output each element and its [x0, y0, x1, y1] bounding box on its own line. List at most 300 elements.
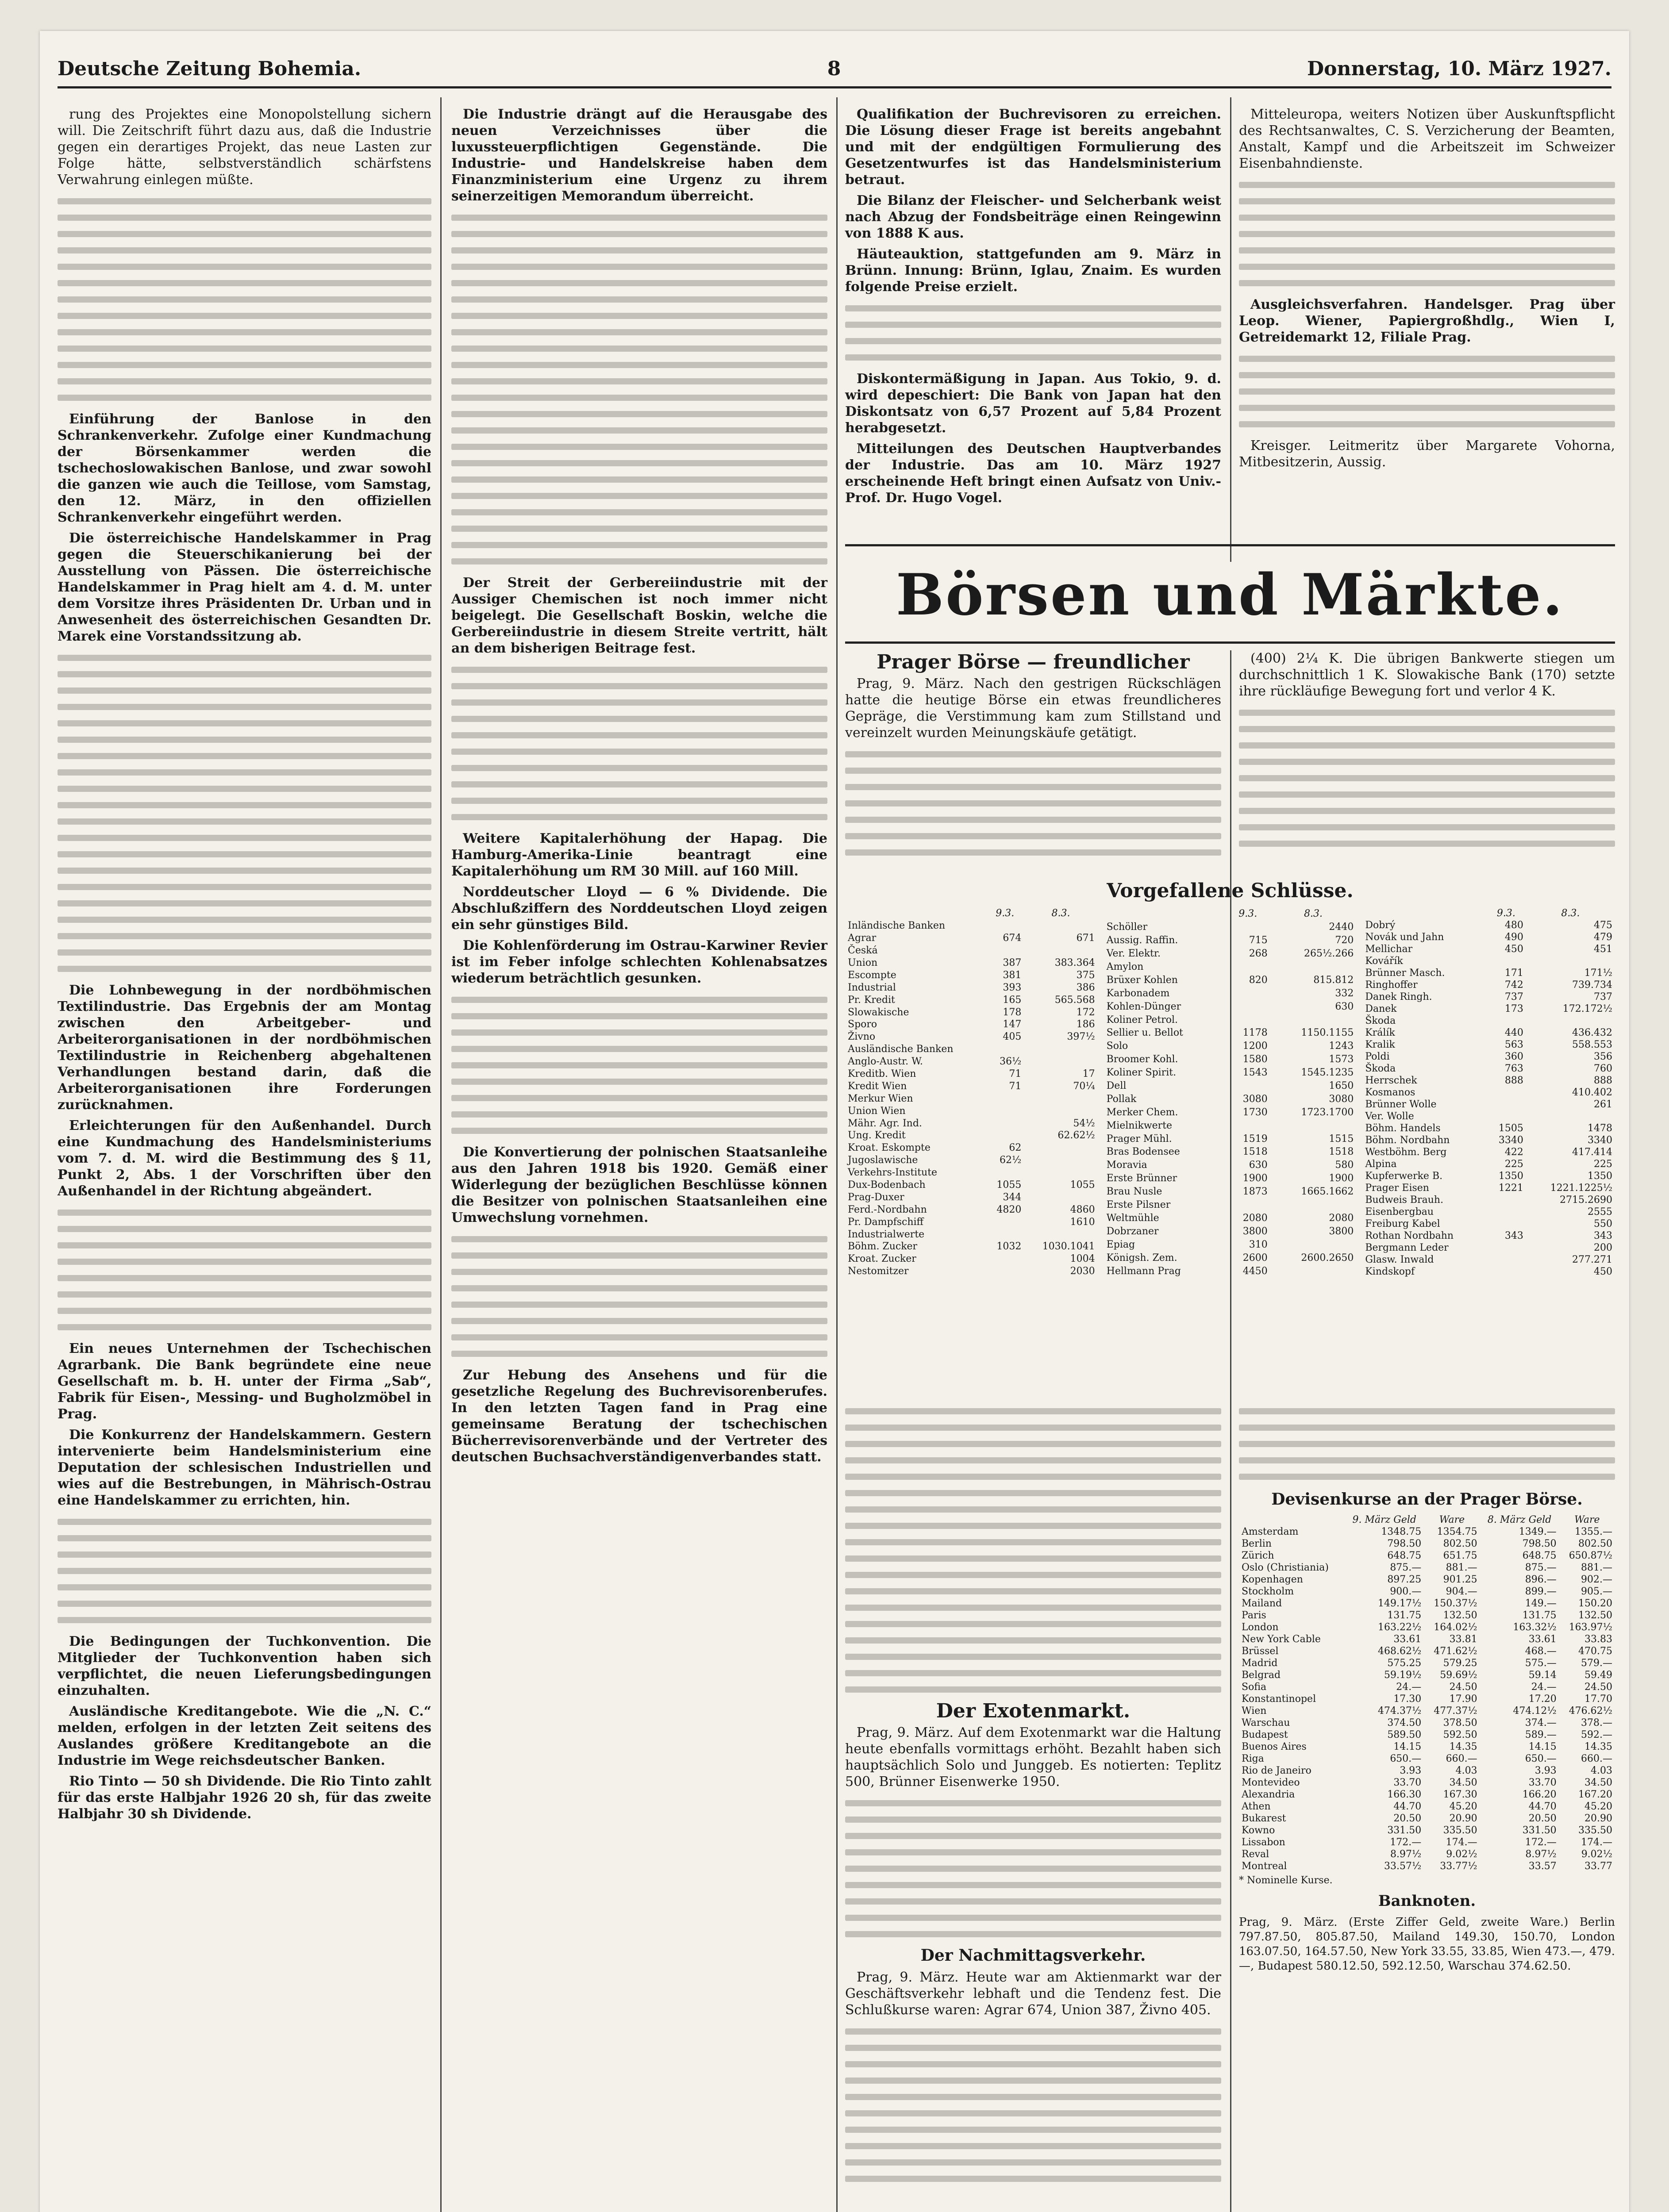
table-cell-value: 33.61: [1528, 1634, 1557, 1645]
table-cell-value: 881.—: [1581, 1562, 1612, 1573]
table-cell-value: 24.—: [1396, 1682, 1422, 1693]
table-cell-label: Sofia: [1242, 1682, 1267, 1693]
table-cell-value: 62.62½: [1058, 1130, 1095, 1141]
table-cell-value: 479: [1594, 932, 1613, 943]
table-cell-value: 3800: [1329, 1225, 1354, 1237]
table-row: [845, 1228, 1098, 1240]
table-row: [1239, 1645, 1615, 1657]
table-cell-value: 150.20: [1578, 1598, 1612, 1609]
table-cell-value: [1024, 1228, 1097, 1240]
markets-section-title: Börsen und Märkte.: [896, 562, 1565, 628]
closing-prices-title: Vorgefallene Schlüsse.: [1107, 879, 1354, 902]
table-cell-label: Mailand: [1242, 1598, 1282, 1609]
table-cell-label: Königsh. Zem.: [1106, 1252, 1177, 1263]
table-cell-label: Amsterdam: [1242, 1526, 1299, 1537]
table-row: [1362, 919, 1615, 931]
table-cell-value: 163.32½: [1513, 1622, 1557, 1633]
table-cell-label: Dobrý: [1365, 920, 1396, 931]
table-cell-value: [1526, 1015, 1615, 1027]
table-cell-label: Epiag: [1106, 1239, 1135, 1250]
table-row: [845, 945, 1098, 957]
table-header-row: [1362, 907, 1615, 919]
table-cell-label: Jugoslawische: [848, 1155, 918, 1166]
table-row: [1239, 1562, 1615, 1574]
table-cell-value: 163.97½: [1569, 1622, 1612, 1633]
table-cell-value: 70¼: [1073, 1080, 1095, 1092]
table-cell-value: 1900: [1329, 1173, 1354, 1184]
table-cell-label: Rio de Janeiro: [1242, 1765, 1311, 1776]
body-text-lines: [1239, 182, 1615, 286]
body-text-lines: [845, 1800, 1221, 1937]
table-cell-value: 331.50: [1387, 1825, 1422, 1836]
table-cell-label: Industrialwerte: [848, 1229, 925, 1240]
table-cell-label: Danek: [1365, 1003, 1397, 1014]
table-cell-value: 261: [1594, 1099, 1613, 1110]
article-paragraph: Zur Hebung des Ansehens und für die gesetzliche Regelung des Buchrevisorenberufes. In den letzten Tagen fand in Prag eine gemeinsame Beratung der tschechischen Bücherrevisorenverbände und der Vertreter des deutschen Buchsachverständigenverbandes statt.: [451, 1367, 827, 1465]
table-cell-label: Rothan Nordbahn: [1365, 1230, 1454, 1241]
table-row: [845, 920, 1098, 932]
table-cell-value: 9.02½: [1446, 1849, 1477, 1860]
table-cell-label: Kosmanos: [1365, 1087, 1415, 1098]
table-cell-label: Škoda: [1365, 1015, 1396, 1026]
table-row: [1104, 934, 1357, 947]
table-row: [1104, 1159, 1357, 1172]
table-cell-value: 1348.75: [1381, 1526, 1422, 1537]
table-cell-value: 4.03: [1591, 1765, 1612, 1776]
article-paragraph: Mitteilungen des Deutschen Hauptverbandes der Industrie. Das am 10. März 1927 erscheinende Heft bringt einen Aufsatz von Univ.-Prof. Dr. Hugo Vogel.: [845, 441, 1221, 506]
table-cell-value: 1650: [1329, 1080, 1354, 1092]
table-cell-value: 1243: [1329, 1041, 1354, 1052]
table-cell-value: 172.—: [1390, 1837, 1422, 1848]
table-row: [1239, 1729, 1615, 1741]
table-cell-label: Belgrad: [1242, 1670, 1281, 1681]
table-cell-value: 737: [1504, 991, 1523, 1002]
table-cell-value: 896.—: [1525, 1574, 1557, 1585]
table-row: [1362, 1254, 1615, 1266]
table-cell-value: 468.—: [1525, 1646, 1557, 1657]
table-row: [1362, 931, 1615, 943]
table-cell-value: 674: [1003, 933, 1022, 944]
table-cell-value: 901.25: [1443, 1574, 1477, 1585]
table-row: [1239, 1681, 1615, 1693]
table-cell-value: 71: [1009, 1068, 1022, 1080]
article-column-3: [845, 106, 1221, 506]
table-cell-label: Berlin: [1242, 1538, 1272, 1549]
table-cell-value: 1723.1700: [1301, 1106, 1354, 1118]
body-text-lines: [58, 198, 431, 401]
table-row: [1362, 1027, 1615, 1039]
table-cell-value: 8.97½: [1525, 1849, 1557, 1860]
table-cell-label: Merkur Wien: [848, 1093, 913, 1104]
table-row: [1362, 1134, 1615, 1146]
table-cell-value: [1226, 1119, 1270, 1132]
table-cell-value: 149.—: [1525, 1598, 1557, 1609]
table-cell-value: 8.3.: [1304, 908, 1323, 920]
table-cell-value: 387: [1003, 957, 1022, 968]
table-cell-label: Pr. Dampfschiff: [848, 1216, 924, 1228]
table-cell-label: Poldi: [1365, 1051, 1390, 1062]
table-cell-value: 4860: [1070, 1204, 1095, 1215]
table-cell-value: 33.70: [1528, 1777, 1557, 1788]
table-cell-label: Montreal: [1242, 1861, 1287, 1872]
table-cell-value: 405: [1003, 1031, 1022, 1043]
table-cell-value: [1270, 1238, 1357, 1251]
table-cell-label: Kreditb. Wien: [848, 1068, 916, 1080]
table-row: [1362, 1218, 1615, 1230]
table-cell-value: 1030.1041: [1042, 1241, 1095, 1252]
table-cell-value: 71: [1009, 1080, 1022, 1092]
prague-exchange-text: Prag, 9. März. Nach den gestrigen Rückschlägen hatte die heutige Börse ein etwas freundlicheres Gepräge, die Verstimmung kam zum Stillstand und vereinzelt wurden Meinungskäufe getätigt.: [845, 676, 1221, 741]
table-cell-label: Oslo (Christiania): [1242, 1562, 1329, 1573]
table-row: [845, 1043, 1098, 1056]
table-cell-value: [1226, 960, 1270, 974]
table-cell-label: London: [1242, 1622, 1279, 1633]
exoten-title: Der Exotenmarkt.: [936, 1700, 1131, 1722]
table-cell-value: 3.93: [1400, 1765, 1422, 1776]
table-cell-value: 888: [1504, 1075, 1523, 1086]
table-cell-label: Novák und Jahn: [1365, 932, 1444, 943]
table-cell-label: Prager Mühl.: [1106, 1133, 1172, 1144]
table-cell-value: 436.432: [1572, 1027, 1613, 1038]
table-row: [845, 1006, 1098, 1018]
banknotes-text: Prag, 9. März. (Erste Ziffer Geld, zweite Ware.) Berlin 797.87.50, 805.87.50, Mailand 149.30, 150.70, London 163.07.50, 164.57.50, New York 33.55, 33.85, Wien 473.—, 479.—, Budapest 580.12.50, 592.12.50, Warschau 374.62.50.: [1239, 1916, 1615, 1973]
table-cell-value: 742: [1504, 979, 1523, 991]
header-date: Donnerstag, 10. März 1927.: [1307, 58, 1611, 80]
table-cell-label: Merker Chem.: [1106, 1106, 1178, 1118]
table-cell-label: Paris: [1242, 1610, 1266, 1621]
table-cell-value: 225: [1594, 1159, 1613, 1170]
article-paragraph: rung des Projektes eine Monopolstellung sichern will. Die Zeitschrift führt dazu aus, daß die Industrie gegen ein derartiges Projekt, das neue Lasten zur Folge hätte, selbstverständlich schärfstens Verwahrung einlegen müßte.: [58, 107, 431, 188]
table-cell-value: 1178: [1242, 1027, 1268, 1039]
table-row: [1362, 943, 1615, 955]
table-cell-value: 802.50: [1443, 1538, 1477, 1549]
body-text-lines: [1239, 710, 1615, 847]
table-cell-value: 378.50: [1443, 1717, 1477, 1728]
table-cell-value: 174.—: [1446, 1837, 1477, 1848]
article-column-1: [58, 106, 431, 2212]
table-cell-value: 131.75: [1387, 1610, 1422, 1621]
table-cell-value: 9.3.: [1496, 908, 1515, 919]
table-row: [1362, 955, 1615, 967]
section-rule: [845, 641, 1615, 644]
table-cell-value: 2555: [1588, 1206, 1613, 1217]
table-cell-value: 386: [1076, 982, 1095, 993]
table-row: [1362, 1122, 1615, 1134]
table-cell-value: 563: [1504, 1039, 1523, 1050]
article-paragraph: Rio Tinto — 50 sh Dividende. Die Rio Tinto zahlt für das erste Halbjahr 1926 20 sh, für das zweite Halbjahr 30 sh Dividende.: [58, 1774, 431, 1822]
table-cell-value: 875.—: [1525, 1562, 1557, 1573]
table-cell-label: Prager Eisen: [1365, 1183, 1429, 1194]
table-cell-label: Hellmann Prag: [1106, 1265, 1181, 1277]
table-cell-value: 589.50: [1387, 1729, 1422, 1740]
table-cell-value: [986, 1216, 1024, 1228]
table-row: [1104, 1119, 1357, 1132]
article-paragraph: Die Konvertierung der polnischen Staatsanleihe aus den Jahren 1918 bis 1920. Gemäß einer Widerlegung der bezüglichen Beschlüsse können die Besitzer von polnischen Staatsanleihen eine Umwechslung vornehmen.: [451, 1144, 827, 1225]
article-paragraph: Der Streit der Gerbereiindustrie mit der Aussiger Chemischen ist noch immer nicht beigelegt. Die Gesellschaft Boskin, welche die Gerbereiindustrie in diesem Streite vertritt, hält an dem bisherigen Beitrage fest.: [451, 575, 827, 656]
table-cell-label: Dux-Bodenbach: [848, 1179, 926, 1191]
article-column-2: [451, 106, 827, 2212]
table-row: [845, 1253, 1098, 1265]
table-cell-value: [1226, 1198, 1270, 1212]
table-cell-value: 383.364: [1054, 957, 1095, 968]
table-cell-value: 33.81: [1449, 1634, 1477, 1645]
article-paragraph: Weitere Kapitalerhöhung der Hapag. Die Hamburg-Amerika-Linie beantragt eine Kapitalerhöhung um RM 30 Mill. auf 160 Mill.: [451, 831, 827, 879]
table-cell-value: 310: [1249, 1239, 1268, 1250]
table-cell-value: 763: [1504, 1063, 1523, 1074]
table-cell-label: Freiburg Kabel: [1365, 1218, 1440, 1229]
table-cell-label: Mähr. Agr. Ind.: [848, 1118, 922, 1129]
table-cell-value: [1024, 1105, 1097, 1117]
table-row: [845, 1154, 1098, 1167]
table-cell-value: 802.50: [1578, 1538, 1612, 1549]
table-cell-value: 3080: [1329, 1093, 1354, 1105]
table-cell-value: 1573: [1329, 1054, 1354, 1065]
table-cell-value: 422: [1504, 1147, 1523, 1158]
table-row: [1362, 1003, 1615, 1015]
table-row: [845, 1031, 1098, 1043]
table-cell-label: Kowno: [1242, 1825, 1275, 1836]
table-cell-value: [1486, 1242, 1526, 1254]
table-row: [1239, 1860, 1615, 1872]
table-cell-value: 343: [1504, 1230, 1523, 1241]
table-cell-value: 8. März Geld: [1487, 1514, 1552, 1525]
table-cell-label: Dobrzaner: [1106, 1225, 1159, 1237]
table-cell-label: Budweis Brauh.: [1365, 1194, 1444, 1206]
table-row: [1104, 1211, 1357, 1225]
table-cell-label: Solo: [1106, 1041, 1128, 1052]
table-cell-value: 651.75: [1443, 1550, 1477, 1561]
table-cell-value: [986, 1228, 1024, 1240]
table-cell-value: 268: [1249, 948, 1268, 960]
table-row: [1362, 967, 1615, 979]
table-cell-label: [1239, 1514, 1345, 1526]
table-cell-value: [1486, 1110, 1526, 1122]
table-cell-value: [986, 1129, 1024, 1142]
currency-rates-block: [1239, 1398, 1615, 2212]
table-row: [1239, 1765, 1615, 1777]
table-cell-value: 374.50: [1387, 1717, 1422, 1728]
table-cell-value: 34.50: [1449, 1777, 1477, 1788]
table-cell-label: Ringhoffer: [1365, 979, 1418, 991]
table-cell-value: [1486, 1206, 1526, 1218]
table-cell-value: 335.50: [1578, 1825, 1612, 1836]
table-cell-label: Riga: [1242, 1753, 1264, 1764]
table-row: [845, 1080, 1098, 1092]
table-header-row: [845, 907, 1098, 920]
table-cell-value: 14.15: [1528, 1741, 1557, 1752]
table-cell-value: [1024, 1191, 1097, 1203]
table-cell-value: 374.—: [1525, 1717, 1557, 1728]
table-row: [1362, 1051, 1615, 1063]
table-row: [1104, 1000, 1357, 1013]
article-paragraph: Die Bilanz der Fleischer- und Selcherbank weist nach Abzug der Fondsbeiträge einen Reingewinn von 1888 K aus.: [845, 193, 1221, 241]
table-cell-value: 1505: [1498, 1123, 1523, 1134]
table-cell-value: 131.75: [1522, 1610, 1557, 1621]
table-cell-value: 660.—: [1446, 1753, 1477, 1764]
table-cell-value: 17: [1082, 1068, 1095, 1080]
table-row: [1104, 947, 1357, 960]
table-row: [845, 1216, 1098, 1228]
table-cell-label: Ver. Wolle: [1365, 1111, 1414, 1122]
prague-exchange-text-right: (400) 2¼ K. Die übrigen Bankwerte stiegen um durchschnittlich 1 K. Slowakische Bank (170) setzte ihre rückläufige Bewegung fort und verlor 4 K.: [1239, 651, 1615, 699]
table-cell-value: 440: [1504, 1027, 1523, 1038]
table-cell-value: 167.20: [1578, 1789, 1612, 1800]
table-cell-value: 760: [1594, 1063, 1613, 1074]
table-cell-value: 33.83: [1584, 1634, 1612, 1645]
table-cell-label: Stockholm: [1242, 1586, 1294, 1597]
table-row: [1362, 1087, 1615, 1098]
column-rule: [1230, 1398, 1231, 2212]
table-cell-label: Škoda: [1365, 1063, 1396, 1074]
table-cell-value: 1150.1155: [1301, 1027, 1354, 1039]
table-cell-value: 575.—: [1525, 1658, 1557, 1669]
table-cell-label: Union Wien: [848, 1105, 906, 1117]
table-cell-value: 720: [1335, 935, 1354, 946]
table-cell-value: 397½: [1067, 1031, 1095, 1043]
table-cell-value: 477.37½: [1434, 1705, 1477, 1717]
table-cell-value: 225: [1504, 1159, 1523, 1170]
banknotes-title: Banknoten.: [1378, 1892, 1476, 1910]
table-cell-value: 815.812: [1313, 974, 1354, 986]
table-cell-value: 2030: [1070, 1266, 1095, 1277]
table-cell-label: Bras Bodensee: [1106, 1146, 1180, 1158]
table-cell-label: [1362, 907, 1486, 919]
table-cell-label: Alpina: [1365, 1159, 1397, 1170]
table-cell-value: 36½: [1000, 1056, 1022, 1068]
table-cell-value: 163.22½: [1377, 1622, 1422, 1633]
table-cell-value: 3340: [1588, 1135, 1613, 1146]
table-row: [845, 1203, 1098, 1216]
table-cell-value: 8.3.: [1561, 908, 1580, 919]
table-cell-value: 475: [1594, 920, 1613, 931]
table-cell-value: [986, 1253, 1024, 1265]
table-cell-value: 178: [1003, 1006, 1022, 1018]
table-row: [845, 1018, 1098, 1031]
table-cell-value: [1486, 955, 1526, 967]
table-cell-label: Athen: [1242, 1801, 1271, 1812]
table-row: [1239, 1836, 1615, 1848]
table-cell-value: 630: [1335, 1001, 1354, 1012]
table-cell-label: Kralik: [1365, 1039, 1395, 1050]
table-row: [1239, 1717, 1615, 1729]
table-cell-value: 265½.266: [1304, 948, 1354, 960]
table-cell-value: 592.50: [1443, 1729, 1477, 1740]
table-row: [1104, 1026, 1357, 1040]
table-cell-value: 147: [1003, 1019, 1022, 1030]
table-cell-value: 132.50: [1578, 1610, 1612, 1621]
table-row: [845, 1105, 1098, 1117]
table-cell-value: 648.75: [1387, 1550, 1422, 1561]
table-cell-label: [845, 907, 986, 920]
table-row: [1239, 1848, 1615, 1860]
table-cell-label: Kopenhagen: [1242, 1574, 1303, 1585]
table-cell-label: Erste Pilsner: [1106, 1199, 1171, 1211]
table-cell-value: 737: [1594, 991, 1613, 1002]
table-cell-value: 476.62½: [1569, 1705, 1612, 1717]
table-cell-value: 579.25: [1443, 1658, 1477, 1669]
table-cell-label: Pr. Kredit: [848, 994, 895, 1006]
table-cell-label: Pollak: [1106, 1093, 1137, 1105]
table-cell-value: 54½: [1073, 1118, 1095, 1129]
table-cell-label: Sporo: [848, 1019, 877, 1030]
nachmittag-title: Der Nachmittagsverkehr.: [920, 1946, 1146, 1965]
table-cell-value: [1270, 1198, 1357, 1212]
table-cell-label: Česká: [848, 945, 878, 956]
market-reports-column: [845, 1398, 1221, 2212]
table-cell-label: Danek Ringh.: [1365, 991, 1432, 1002]
body-text-lines: [845, 305, 1221, 361]
table-cell-value: 1665.1662: [1301, 1186, 1354, 1198]
table-cell-label: Alexandria: [1242, 1789, 1295, 1800]
table-cell-label: Brüxer Kohlen: [1106, 974, 1178, 986]
table-cell-value: 33.77½: [1440, 1861, 1477, 1872]
column-rule: [1230, 97, 1231, 562]
table-cell-value: [1024, 945, 1097, 957]
body-text-lines: [451, 997, 827, 1134]
table-cell-value: 3800: [1242, 1225, 1268, 1237]
table-cell-value: 17.20: [1528, 1694, 1557, 1705]
table-row: [1239, 1526, 1615, 1538]
table-row: [845, 1167, 1098, 1179]
table-cell-label: Mielnikwerte: [1106, 1120, 1173, 1131]
table-cell-value: [1486, 1098, 1526, 1110]
table-cell-value: [1486, 1194, 1526, 1206]
table-cell-label: Budapest: [1242, 1729, 1288, 1740]
table-cell-value: [1226, 921, 1270, 934]
table-cell-value: 820: [1249, 974, 1268, 986]
table-cell-value: 186: [1076, 1019, 1095, 1030]
table-cell-value: [1270, 1119, 1357, 1132]
table-row: [1362, 979, 1615, 991]
table-row: [1362, 1194, 1615, 1206]
currency-rates-title: Devisenkurse an der Prager Börse.: [1271, 1490, 1583, 1509]
table-cell-value: 9.3.: [1238, 908, 1258, 920]
table-cell-label: [1104, 907, 1226, 921]
table-cell-value: 899.—: [1525, 1586, 1557, 1597]
article-column-4: [1239, 106, 1615, 491]
table-cell-value: Ware: [1574, 1514, 1600, 1525]
table-cell-value: [986, 1092, 1024, 1105]
table-cell-value: 8.3.: [1051, 908, 1070, 919]
article-paragraph: Erleichterungen für den Außenhandel. Durch eine Kundmachung des Handelsministeriums vom 7. d. M. wird die Bestimmung des § 11, Punkt 2, Abs. 1 der Vorschriften über den Außenhandel in der Richtung abgeändert.: [58, 1118, 431, 1199]
table-cell-value: 579.—: [1581, 1658, 1612, 1669]
table-row: [1104, 1066, 1357, 1079]
table-row: [845, 1129, 1098, 1142]
table-cell-value: 2440: [1329, 922, 1354, 933]
table-cell-value: [1486, 1087, 1526, 1098]
table-cell-label: Weltmühle: [1106, 1212, 1159, 1224]
table-row: [845, 994, 1098, 1006]
table-cell-value: 44.70: [1393, 1801, 1422, 1812]
currency-rates-note: * Nominelle Kurse.: [1239, 1875, 1333, 1886]
table-cell-value: 575.25: [1387, 1658, 1422, 1669]
table-cell-value: [986, 1043, 1024, 1056]
table-cell-value: 171½: [1584, 968, 1613, 979]
table-row: [845, 1056, 1098, 1068]
table-cell-value: 650.87½: [1569, 1550, 1612, 1561]
table-cell-value: 14.35: [1449, 1741, 1477, 1752]
article-paragraph: Ein neues Unternehmen der Tschechischen Agrarbank. Die Bank begründete eine neue Gesellschaft m. b. H. unter der Firma „Sab“, Fabrik für Eisen-, Messing- und Bugholzmöbel in Prag.: [58, 1341, 431, 1422]
page-header: [58, 40, 1611, 88]
table-cell-value: 2080: [1329, 1212, 1354, 1224]
table-cell-value: [1024, 1056, 1097, 1068]
table-row: [1239, 1813, 1615, 1824]
table-cell-label: Wien: [1242, 1705, 1267, 1717]
table-row: [1362, 1230, 1615, 1242]
table-cell-label: Kovářík: [1365, 956, 1403, 967]
table-cell-value: 132.50: [1443, 1610, 1477, 1621]
table-cell-value: 3.93: [1534, 1765, 1557, 1776]
